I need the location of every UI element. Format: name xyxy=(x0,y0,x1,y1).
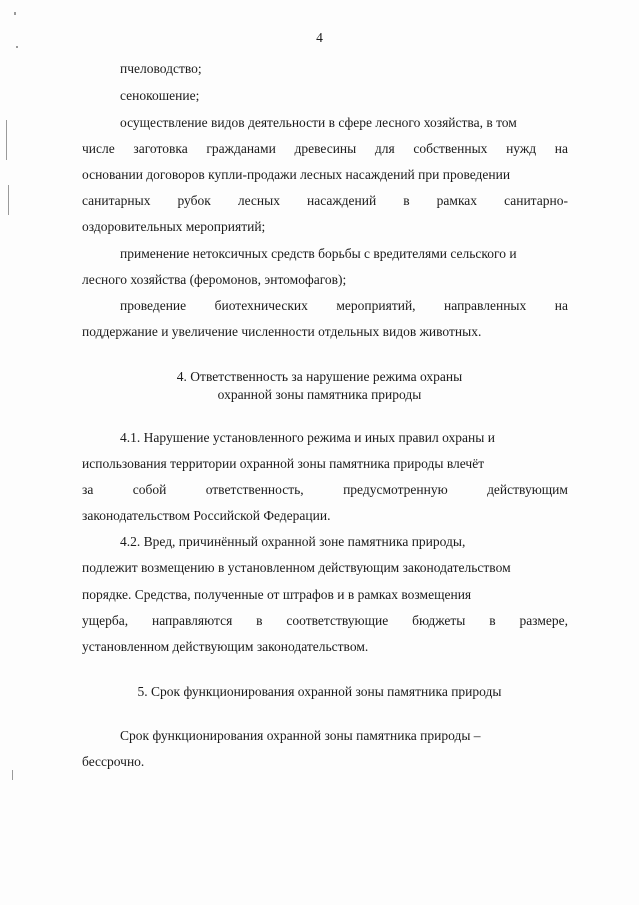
paragraph-4-1-line-4: законодательством Российской Федерации. xyxy=(82,508,331,523)
word: ущерба, xyxy=(82,613,129,628)
word: на xyxy=(554,298,568,313)
word: в xyxy=(403,193,410,208)
scan-mark xyxy=(16,46,18,48)
list-item-forestry-line-4 xyxy=(82,192,568,210)
section-4-heading-line-2: охранной зоны памятника природы xyxy=(217,387,422,402)
list-item-biotechnical-line-1 xyxy=(120,297,568,315)
scan-mark xyxy=(6,120,7,160)
word: направленных xyxy=(444,298,527,313)
word: рубок xyxy=(177,193,211,208)
word: рамках xyxy=(436,193,478,208)
word: действующим xyxy=(487,482,568,497)
word: древесины xyxy=(294,141,357,156)
word: для xyxy=(374,141,395,156)
word: мероприятий, xyxy=(336,298,416,313)
word: собой xyxy=(132,482,167,497)
paragraph-4-2-line-3: порядке. Средства, полученные от штрафов и в рамках возмещения xyxy=(82,587,472,602)
list-item-biotechnical-line-2: поддержание и увеличение численности отдельных видов животных. xyxy=(82,324,482,339)
word: биотехнических xyxy=(214,298,308,313)
word: за xyxy=(82,482,94,497)
word: санитарно- xyxy=(504,193,568,208)
list-item-haymaking: сенокошение; xyxy=(120,88,200,103)
list-item-forestry-line-5: оздоровительных мероприятий; xyxy=(82,219,266,234)
word: бюджеты xyxy=(412,613,466,628)
list-item-forestry-line-3: основании договоров купли-продажи лесных насаждений при проведении xyxy=(82,167,511,182)
word: проведение xyxy=(120,298,187,313)
paragraph-4-1-line-1: 4.1. Нарушение установленного режима и иных правил охраны и xyxy=(120,430,495,445)
word: ответственность, xyxy=(205,482,304,497)
word: числе xyxy=(82,141,115,156)
list-item-pest-control-line-2: лесного хозяйства (феромонов, энтомофагов); xyxy=(82,272,347,287)
word: в xyxy=(489,613,496,628)
word: заготовка xyxy=(133,141,188,156)
word: направляются xyxy=(151,613,233,628)
list-item-pest-control-line-1: применение нетоксичных средств борьбы с вредителями сельского и xyxy=(120,246,517,261)
word: нужд xyxy=(506,141,537,156)
paragraph-4-2-line-4 xyxy=(82,612,568,630)
paragraph-5-line-2: бессрочно. xyxy=(82,754,145,769)
word: насаждений xyxy=(306,193,377,208)
section-5-heading: 5. Срок функционирования охранной зоны памятника природы xyxy=(137,684,502,699)
list-item-beekeeping: пчеловодство; xyxy=(120,61,202,76)
section-4-heading-line-1: 4. Ответственность за нарушение режима охраны xyxy=(176,369,463,384)
paragraph-4-1-line-2: использования территории охранной зоны памятника природы влечёт xyxy=(82,456,485,471)
word: на xyxy=(554,141,568,156)
list-item-forestry-line-2 xyxy=(82,140,568,158)
word: санитарных xyxy=(82,193,151,208)
list-item-forestry-line-1: осуществление видов деятельности в сфере лесного хозяйства, в том xyxy=(120,115,517,130)
word: собственных xyxy=(413,141,488,156)
word: лесных xyxy=(237,193,280,208)
page-number: 4 xyxy=(316,30,323,45)
word: размере, xyxy=(519,613,568,628)
scan-mark xyxy=(12,770,13,780)
word: соответствующие xyxy=(286,613,389,628)
paragraph-4-2-line-5: установленном действующим законодательством. xyxy=(82,639,369,654)
paragraph-4-2-line-2: подлежит возмещению в установленном действующим законодательством xyxy=(82,560,511,575)
paragraph-5-line-1: Срок функционирования охранной зоны памятника природы – xyxy=(120,728,481,743)
word: в xyxy=(256,613,263,628)
paragraph-4-1-line-3 xyxy=(82,481,568,499)
word: предусмотренную xyxy=(343,482,448,497)
paragraph-4-2-line-1: 4.2. Вред, причинённый охранной зоне памятника природы, xyxy=(120,534,466,549)
word: гражданами xyxy=(206,141,276,156)
scan-mark xyxy=(8,185,9,215)
scan-mark xyxy=(14,12,16,15)
